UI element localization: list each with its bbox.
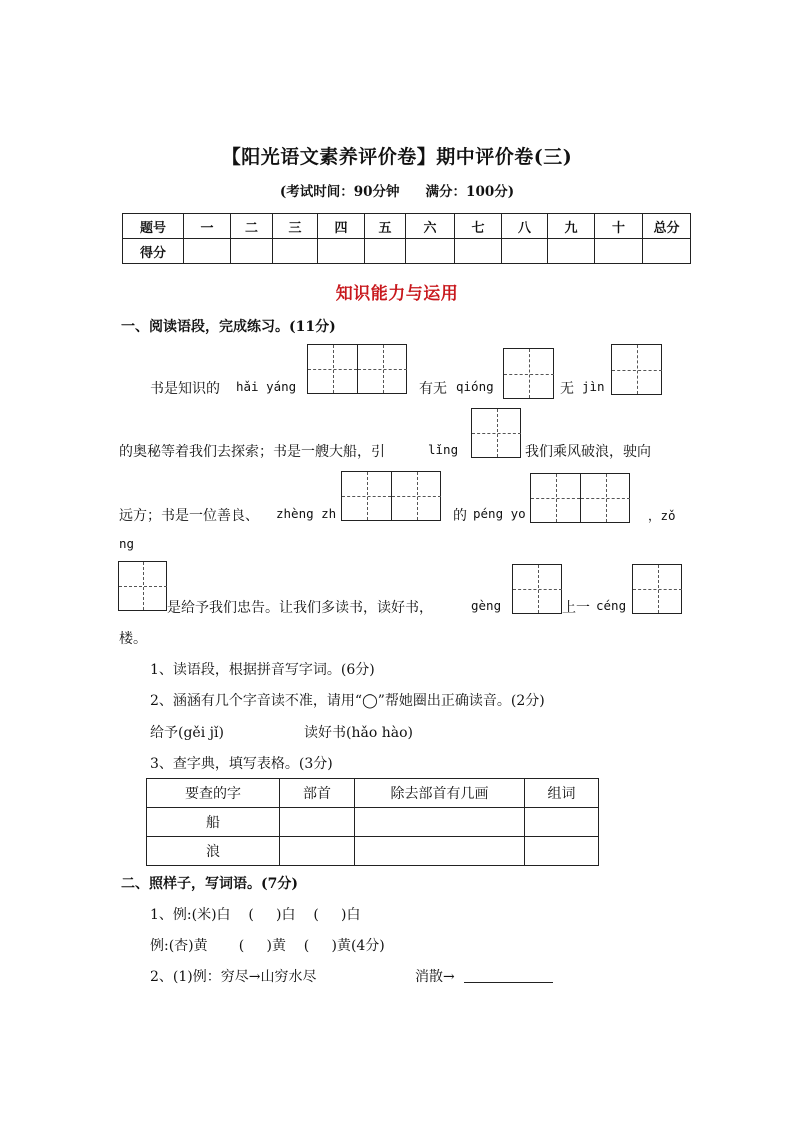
score-table-score-row xyxy=(123,239,691,264)
passage-text: 的奥秘等着我们去探索；书是一艘大船，引 xyxy=(119,444,385,460)
question-3: 3、查字典，填写表格。(3分) xyxy=(150,756,333,772)
part2-question-1-line-2: 例:(杏)黄 ( )黄 ( )黄(4分) xyxy=(150,938,385,954)
question-2-option-a: 给予(gěi jǐ) xyxy=(150,725,224,741)
answer-blank-line[interactable] xyxy=(464,982,553,983)
pinyin-hint: hǎi yáng xyxy=(236,379,297,394)
tianzige-answer-box[interactable] xyxy=(611,344,662,395)
exam-title: 【阳光语文素养评价卷】期中评价卷(三) xyxy=(221,146,573,168)
pinyin-hint: qióng xyxy=(456,379,494,394)
dictionary-header-row xyxy=(147,779,599,808)
tianzige-answer-box[interactable] xyxy=(307,344,407,394)
dictionary-row xyxy=(147,808,599,837)
score-cell: 二 xyxy=(231,214,273,239)
score-input-cell[interactable] xyxy=(406,239,455,264)
pinyin-hint: céng xyxy=(596,598,627,613)
dictionary-char: 船 xyxy=(147,808,280,837)
exam-subtitle xyxy=(0,180,794,200)
full-score: 满分：100分) xyxy=(425,184,515,200)
dictionary-header: 部首 xyxy=(280,779,355,808)
score-input-cell[interactable] xyxy=(184,239,231,264)
dictionary-table xyxy=(146,778,599,866)
score-cell: 总分 xyxy=(643,214,691,239)
part2-question-1-line-1: 1、例:(米)白 ( )白 ( )白 xyxy=(150,907,361,923)
question-2-option-b: 读好书(hǎo hào) xyxy=(304,725,413,741)
passage-text: 上一 xyxy=(562,600,590,616)
tianzige-answer-box[interactable] xyxy=(512,564,562,614)
score-cell: 四 xyxy=(318,214,365,239)
answer-cell[interactable] xyxy=(525,837,599,866)
score-input-cell[interactable] xyxy=(273,239,318,264)
part2-question-2-task: 消散→ xyxy=(415,969,455,985)
section-banner: 知识能力与运用 xyxy=(335,284,459,304)
score-input-cell[interactable] xyxy=(455,239,502,264)
score-input-cell[interactable] xyxy=(595,239,643,264)
score-cell: 一 xyxy=(184,214,231,239)
score-table-header-row xyxy=(123,214,691,239)
answer-cell[interactable] xyxy=(355,808,525,837)
tianzige-answer-box[interactable] xyxy=(471,408,521,458)
passage-text: 书是知识的 xyxy=(150,381,220,397)
score-cell: 六 xyxy=(406,214,455,239)
score-input-cell[interactable] xyxy=(365,239,406,264)
pinyin-hint: ng xyxy=(119,536,135,551)
part2-question-2-example: 2、(1)例：穷尽→山穷水尽 xyxy=(150,969,317,985)
score-input-cell[interactable] xyxy=(502,239,548,264)
question-2: 2、涵涵有几个字音读不准，请用“◯”帮她圈出正确读音。(2分) xyxy=(150,693,545,709)
score-input-cell[interactable] xyxy=(318,239,365,264)
passage-text: 远方；书是一位善良、 xyxy=(119,508,259,524)
question-1: 1、读语段，根据拼音写字词。(6分) xyxy=(150,662,375,678)
dictionary-char: 浪 xyxy=(147,837,280,866)
passage-text: 无 xyxy=(560,381,574,397)
score-cell: 七 xyxy=(455,214,502,239)
score-cell: 题号 xyxy=(123,214,184,239)
part1-heading: 一、阅读语段，完成练习。(11分) xyxy=(121,319,336,335)
tianzige-answer-box[interactable] xyxy=(632,564,682,614)
score-label: 得分 xyxy=(123,239,184,264)
answer-cell[interactable] xyxy=(280,808,355,837)
answer-cell[interactable] xyxy=(355,837,525,866)
dictionary-header: 要查的字 xyxy=(147,779,280,808)
pinyin-hint: jìn xyxy=(582,379,605,394)
tianzige-answer-box[interactable] xyxy=(118,561,167,611)
score-cell: 十 xyxy=(595,214,643,239)
score-cell: 五 xyxy=(365,214,406,239)
answer-cell[interactable] xyxy=(280,837,355,866)
tianzige-answer-box[interactable] xyxy=(503,348,554,399)
pinyin-hint: zhèng zh xyxy=(276,506,337,521)
score-input-cell[interactable] xyxy=(548,239,595,264)
score-input-cell[interactable] xyxy=(231,239,273,264)
tianzige-answer-box[interactable] xyxy=(530,473,630,523)
pinyin-hint: lǐng xyxy=(428,442,459,457)
score-input-cell[interactable] xyxy=(643,239,691,264)
pinyin-hint: ，zǒ xyxy=(648,508,676,523)
part2-heading: 二、照样子，写词语。(7分) xyxy=(121,876,298,892)
score-cell: 九 xyxy=(548,214,595,239)
score-cell: 三 xyxy=(273,214,318,239)
passage-text: 的 xyxy=(453,508,467,524)
dictionary-header: 除去部首有几画 xyxy=(355,779,525,808)
answer-cell[interactable] xyxy=(525,808,599,837)
passage-text: 我们乘风破浪，驶向 xyxy=(525,444,651,460)
pinyin-hint: gèng xyxy=(471,598,502,613)
passage-text: 楼。 xyxy=(119,631,147,647)
dictionary-header: 组词 xyxy=(525,779,599,808)
passage-text: 是给予我们忠告。让我们多读书，读好书， xyxy=(167,600,433,616)
passage-text: 有无 xyxy=(419,381,447,397)
tianzige-answer-box[interactable] xyxy=(341,471,441,521)
dictionary-row xyxy=(147,837,599,866)
score-cell: 八 xyxy=(502,214,548,239)
pinyin-hint: péng yo xyxy=(473,506,526,521)
score-table xyxy=(122,213,691,264)
exam-time: (考试时间：90分钟 xyxy=(279,184,400,200)
